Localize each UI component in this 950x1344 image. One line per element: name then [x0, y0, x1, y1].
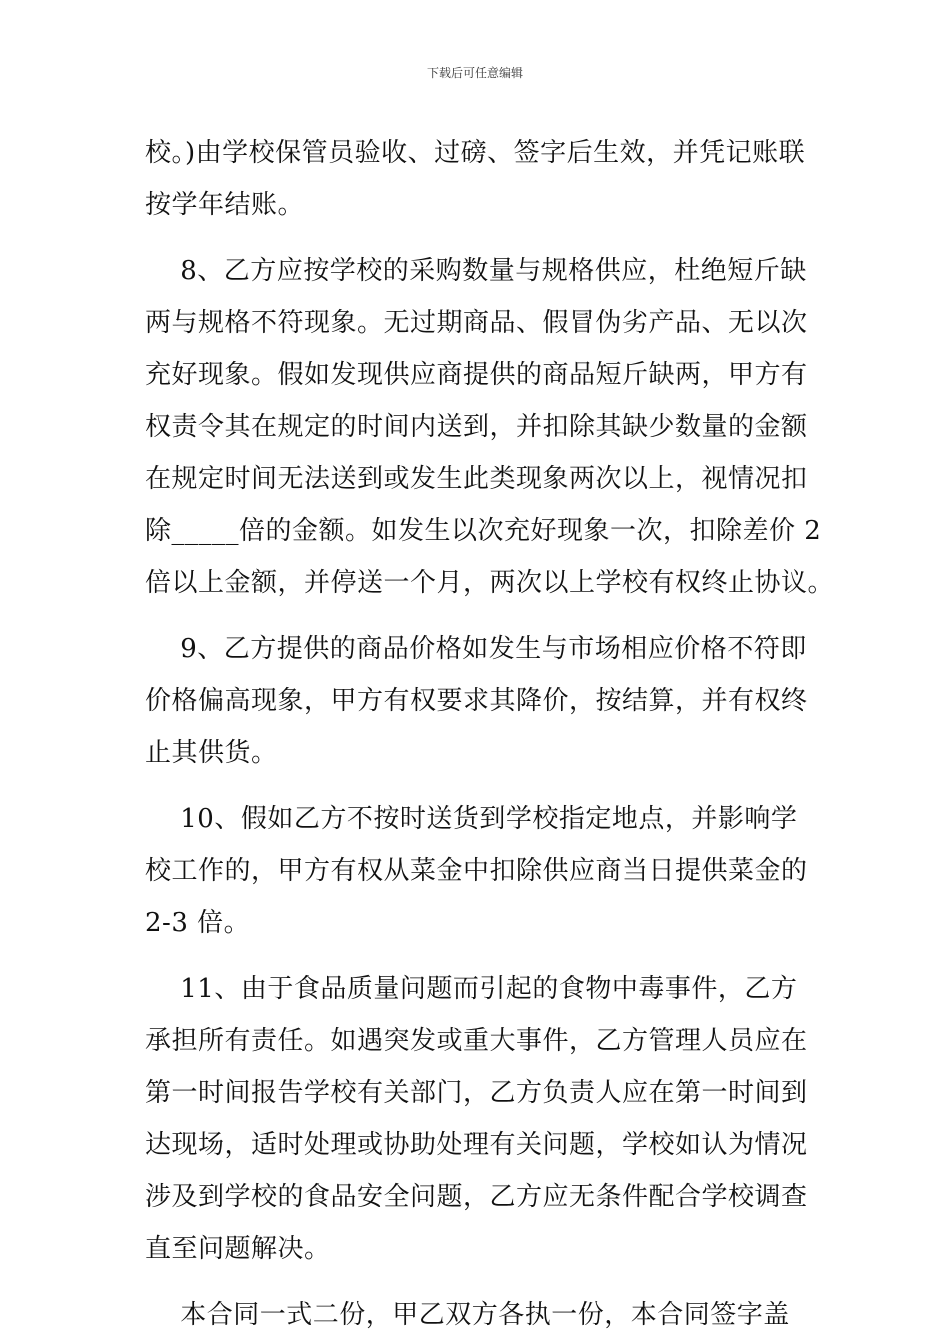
text-line: 涉及到学校的食品安全问题，乙方应无条件配合学校调查 — [145, 1182, 808, 1212]
text-line: 两与规格不符现象。无过期商品、假冒伪劣产品、无以次 — [145, 308, 808, 338]
text-line: 11、由于食品质量问题而引起的食物中毒事件，乙方 — [145, 974, 798, 1004]
text-line: 直至问题解决。 — [145, 1234, 331, 1264]
text-line: 除_____倍的金额。如发生以次充好现象一次，扣除差价 2 — [145, 516, 822, 546]
page-header: 下载后可任意编辑 — [426, 66, 523, 80]
paragraph — [145, 623, 810, 779]
paragraph — [145, 127, 810, 231]
text-line: 在规定时间无法送到或发生此类现象两次以上，视情况扣 — [145, 464, 808, 494]
text-line: 倍以上金额，并停送一个月，两次以上学校有权终止协议。 — [145, 568, 835, 598]
text-line: 达现场，适时处理或协助处理有关问题，学校如认为情况 — [145, 1130, 808, 1160]
paragraph — [145, 963, 810, 1275]
text-line: 10、假如乙方不按时送货到学校指定地点，并影响学 — [145, 804, 798, 834]
text-line: 充好现象。假如发现供应商提供的商品短斤缺两，甲方有 — [145, 360, 808, 390]
text-line: 校工作的，甲方有权从菜金中扣除供应商当日提供菜金的 — [145, 856, 808, 886]
paragraph — [145, 793, 810, 949]
text-line: 2-3 倍。 — [145, 908, 251, 938]
document-body — [145, 127, 835, 1341]
paragraph — [145, 1289, 810, 1341]
paragraph — [145, 245, 835, 609]
text-line: 止其供货。 — [145, 738, 278, 768]
text-line: 按学年结账。 — [145, 190, 305, 220]
text-line: 承担所有责任。如遇突发或重大事件，乙方管理人员应在 — [145, 1026, 808, 1056]
text-line: 第一时间报告学校有关部门，乙方负责人应在第一时间到 — [145, 1078, 808, 1108]
text-line: 本合同一式二份，甲乙双方各执一份，本合同签字盖 — [145, 1300, 790, 1330]
text-line: 权责令其在规定的时间内送到，并扣除其缺少数量的金额 — [145, 412, 808, 442]
text-line: 8、乙方应按学校的采购数量与规格供应，杜绝短斤缺 — [145, 256, 807, 286]
text-line: 9、乙方提供的商品价格如发生与市场相应价格不符即 — [145, 634, 807, 664]
text-line: 校。)由学校保管员验收、过磅、签字后生效，并凭记账联 — [145, 138, 806, 168]
text-line: 价格偏高现象，甲方有权要求其降价，按结算，并有权终 — [145, 686, 808, 716]
